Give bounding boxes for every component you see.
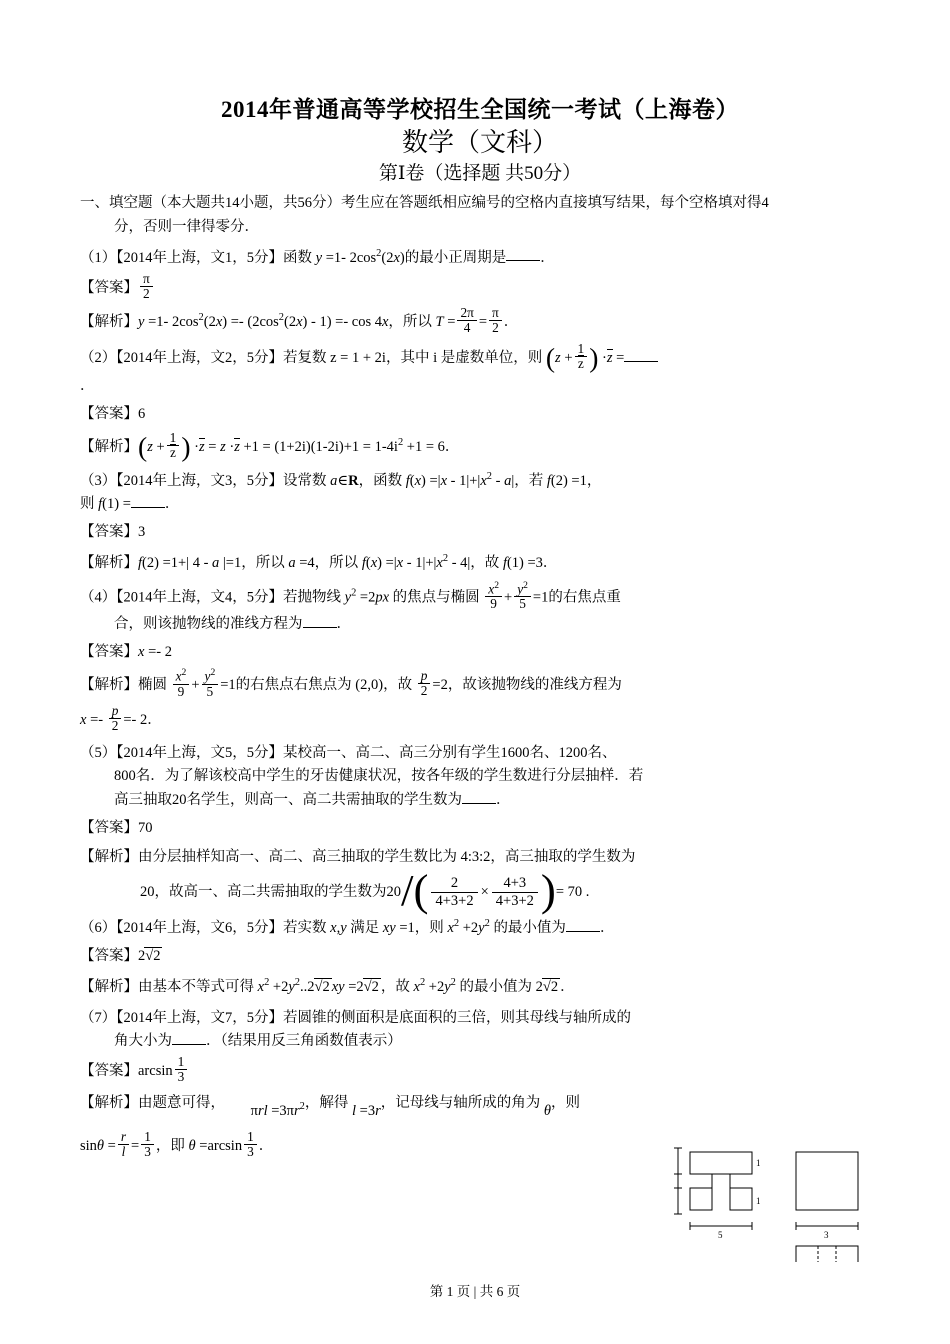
answer-blank	[566, 919, 600, 932]
answer-label: 【答案】	[80, 819, 138, 836]
question-3-number: （3）	[80, 472, 117, 489]
question-1: （1）【2014年上海，文1，5分】函数 y =1- $2\cos^2(2x)$的最小正周期是 ．	[80, 247, 555, 266]
question-4: （4）【2014年上海，文4，5分】若抛物线 $y^2 =2px$ 的焦点与椭圆 $\frac{x^2}{9}$ + $\frac{y^2}{5}$ =1的右焦点重	[80, 579, 621, 612]
question-7-stem-a: 若圆锥的侧面积是底面积的三倍，则其母线与轴所成的	[283, 1009, 631, 1026]
answer-label: 【答案】	[80, 279, 138, 296]
question-7-tag: 【2014年上海，文7，5分】	[116, 1009, 283, 1026]
right-paren: )	[589, 341, 599, 373]
question-2-number: （2）	[80, 349, 117, 366]
question-1-answer-value: $\frac{\pi}{2}$	[140, 272, 153, 301]
answer-label: 【答案】	[80, 948, 138, 965]
question-2-answer-value: 6	[138, 406, 146, 423]
question-1-answer	[80, 270, 880, 303]
question-2-answer	[80, 402, 880, 427]
answer-blank	[172, 1032, 206, 1045]
question-7-answer: 【答案】arcsin $\frac{1}{3}$	[80, 1057, 880, 1086]
question-6-answer: 【答案】2√2	[80, 948, 161, 965]
question-2-tag: 【2014年上海，文2，5分】	[116, 349, 283, 366]
question-6: （6）【2014年上海，文6，5分】若实数 x,y 满足 xy =1，则 $x^2 +2y^2$ 的最小值为 ．	[80, 918, 615, 937]
question-3-answer-value: 3	[138, 524, 146, 541]
answer-label: 【答案】	[80, 524, 138, 541]
question-1-solution: 【解析】y =1- $2\cos^2(2x) =- (2\cos^2(2x) - 1) =- \cos 4x$，所以 T = $\frac{2\pi}{4}$ = $\frac{\pi}{2}$ ．	[80, 304, 519, 335]
solution-label: 【解析】	[80, 313, 138, 330]
question-2-stem-a: 若复数 z = 1 + 2i，其中 i 是虚数单位，则	[283, 349, 543, 366]
question-4-stem-b: 合，则该抛物线的准线方程为 ．	[114, 616, 351, 633]
page-footer: 第 1 页 | 共 6 页	[429, 1284, 521, 1299]
document-content	[80, 96, 880, 1161]
question-5-answer-value: 70	[138, 819, 153, 836]
question-3-tag: 【2014年上海，文3，5分】	[116, 472, 283, 489]
question-5-stem-b: 800名．为了解该校高中学生的牙齿健康状况，按各年级的学生数进行分层抽样．若	[114, 768, 644, 785]
question-3-answer	[80, 520, 880, 545]
question-7	[80, 1007, 880, 1030]
question-7-solution-cont: sinθ = $\frac{r}{l}$ = $\frac{1}{3}$ ，即 θ =arcsin $\frac{1}{3}$ ．	[80, 1128, 274, 1159]
question-4-solution: 【解析】椭圆 $\frac{x^2}{9}$ + $\frac{y^2}{5}$ =1的右焦点右焦点为 (2,0)，故 $\frac{p}{2}$ =2，故该抛物线的准线方程为	[80, 667, 622, 699]
question-5-number: （5）	[80, 745, 117, 762]
solution-label: 【解析】	[80, 849, 138, 866]
question-4-answer: 【答案】x =- 2	[80, 644, 172, 661]
question-2: （2）【2014年上海，文2，5分】若复数 z = 1 + 2i，其中 i 是虚数单位，则 (z + $\frac{1}{z}$ ) ·z =	[80, 344, 880, 373]
question-7-stem-b: 角大小为 ．（结果用反三角函数值表示）	[114, 1033, 402, 1050]
figure-group	[668, 1142, 898, 1262]
question-1-stem-b: 的最小正周期是	[404, 249, 507, 266]
dim-1-label-b: 1	[756, 1196, 761, 1206]
solution-label: 【解析】	[80, 676, 138, 693]
solution-label: 【解析】	[80, 978, 138, 995]
answer-label: 【答案】	[80, 644, 138, 661]
question-2-stem-b: =	[616, 349, 625, 366]
question-5-solution-b: 20，故高一、高二共需抽取的学生数为	[140, 883, 387, 900]
question-5-solution	[80, 845, 880, 870]
question-5	[80, 742, 880, 765]
dim-3-label: 3	[824, 1230, 829, 1240]
dim-1-label-a: 1	[756, 1158, 761, 1168]
question-5-solution-c: = 70 .	[555, 883, 590, 900]
solution-label: 【解析】	[80, 438, 138, 455]
answer-blank	[303, 615, 337, 628]
question-6-solution: 【解析】由基本不等式可得 $x^2 +2y^2..2√2$ xy =2√2 ，故 $x^2 +2y^2$ 的最小值为 2√2 ．	[80, 976, 575, 995]
answer-label: 【答案】	[80, 406, 138, 423]
answer-label: 【答案】	[80, 1063, 138, 1080]
question-1-formula: y	[315, 249, 323, 266]
question-2-period: ．	[80, 378, 95, 395]
question-4-tag: 【2014年上海，文4，5分】	[116, 589, 283, 606]
left-paren: (	[545, 341, 556, 373]
instructions-line-2: 分，否则一律得零分．	[114, 219, 259, 236]
question-5-stem-a: 某校高一、高二、高三分别有学生1600名、1200名、	[283, 745, 617, 762]
instructions-line-1: 一、填空题（本大题共14小题，共56分）考生应在答题纸相应编号的空格内直接填写结果，每个空格填对得4	[80, 194, 769, 211]
answer-blank	[462, 790, 496, 803]
question-7-number: （7）	[80, 1009, 117, 1026]
question-7-solution: 【解析】由题意可得， $\pi rl =3\pi r^2$，解得 l =3r，记母线与轴所成的角为 θ，则	[80, 1095, 580, 1120]
question-6-tag: 【2014年上海，文6，5分】	[116, 920, 283, 937]
question-5-tag: 【2014年上海，文5，5分】	[116, 745, 283, 762]
question-5-solution-a: 由分层抽样知高一、高二、高三抽取的学生数比为 4:3:2，高三抽取的学生数为	[138, 849, 636, 866]
question-2-solution: 【解析】(z + $\frac{1}{z}$ ) $\cdot z = z \cdot z +1 = (1+2i)(1-2i)+1 = 1-4i^2 +1 = 6$．	[80, 429, 460, 462]
question-1-stem-a: 函数	[283, 249, 312, 266]
question-4-solution-cont: x =- $\frac{p}{2}$ =- 2．	[80, 702, 162, 733]
question-7-solution-a: 由题意可得，	[138, 1095, 225, 1112]
question-5-solution-cont: 20，故高一、高二共需抽取的学生数为20/( $\frac{2}{4+3+2}$ × $\frac{4+3}{4+3+2}$ )= 70 .	[140, 865, 590, 916]
question-4-number: （4）	[80, 589, 117, 606]
question-5-answer	[80, 816, 880, 841]
dim-5-label: 5	[718, 1230, 723, 1240]
answer-blank	[131, 495, 165, 508]
solution-label: 【解析】	[80, 554, 138, 571]
question-3: （3）【2014年上海，文3，5分】设常数 a∈R，函数 $f(x) =|x - 1|+|x^2 - a|$，若 f(2) =1，	[80, 471, 602, 489]
answer-blank	[624, 349, 658, 362]
question-3-solution: 【解析】f(2) =1+| 4 - a |=1，所以 a =4，所以 $f(x) =|x - 1|+|x^2 - 4|$，故 f(1) =3．	[80, 552, 558, 571]
question-1-number: （1）	[80, 249, 117, 266]
page-title: 2014年普通高等学校招生全国统一考试（上海卷）	[221, 97, 739, 122]
question-6-number: （6）	[80, 920, 117, 937]
sqrt-symbol: √2	[145, 948, 161, 965]
solution-label: 【解析】	[80, 1095, 138, 1112]
answer-blank	[506, 248, 540, 261]
question-3-stem-b: 则 f(1) = ．	[80, 496, 180, 513]
section-header: 第Ⅰ卷（选择题 共50分）	[378, 162, 582, 184]
question-1-tag: 【2014年上海，文1，5分】	[116, 249, 283, 266]
page-subtitle: 数学（文科）	[401, 127, 558, 157]
question-5-stem-c: 高三抽取20名学生，则高一、高二共需抽取的学生数为 ．	[114, 791, 511, 808]
geometry-diagram	[668, 1142, 898, 1262]
